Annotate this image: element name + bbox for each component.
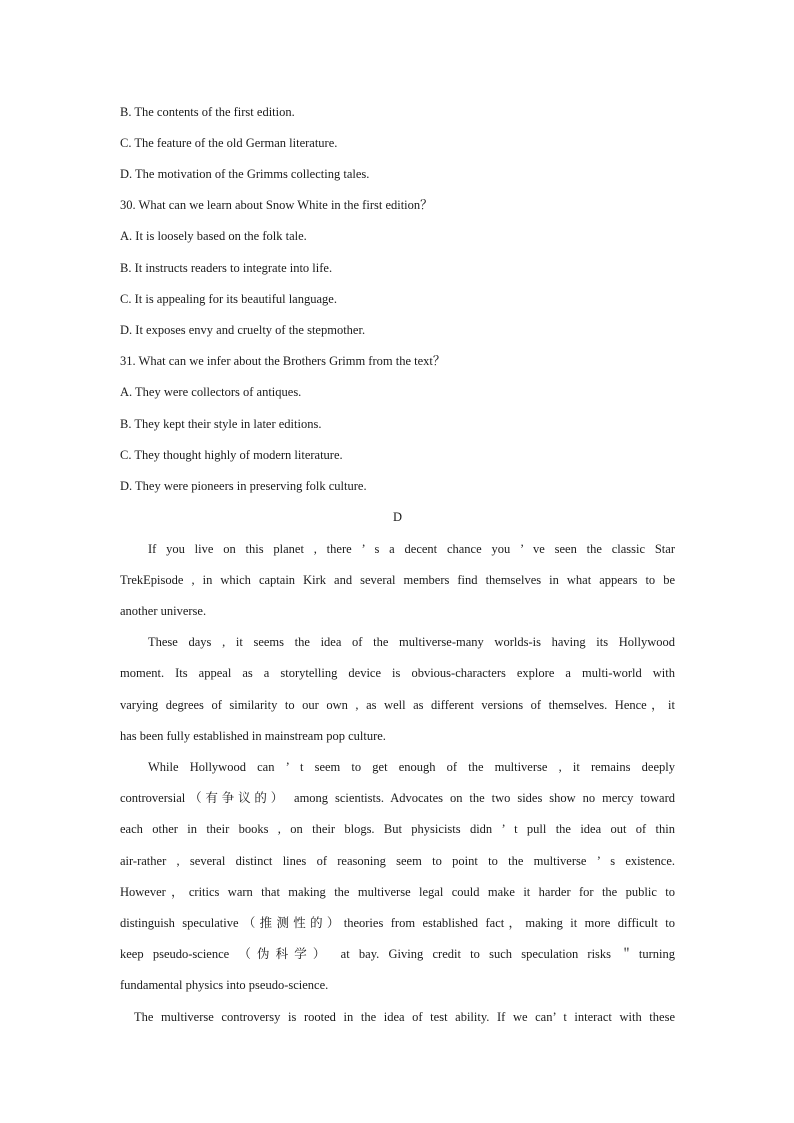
q30-stem: 30. What can we learn about Snow White in the first edition？ [120, 198, 433, 212]
passage-line: air-rather , several distinct lines of reasoning seem to point to the multiverse ’ s existence. [120, 854, 675, 868]
passage-line: However，critics warn that making the multiverse legal could make it harder for the public to [120, 885, 675, 899]
q31-option-d: D. They were pioneers in preserving folk culture. [120, 479, 367, 493]
passage-line: TrekEpisode , in which captain Kirk and several members find themselves in what appears to be [120, 573, 675, 587]
q29-option-b: B. The contents of the first edition. [120, 105, 295, 119]
q31-option-c: C. They thought highly of modern literature. [120, 448, 343, 462]
q30-option-d: D. It exposes envy and cruelty of the stepmother. [120, 323, 366, 337]
passage-line: controversial（有争议的） among scientists. Advocates on the two sides show no mercy toward [120, 791, 675, 805]
passage-line: has been fully established in mainstream pop culture. [120, 729, 386, 743]
q29-option-d: D. The motivation of the Grimms collecting tales. [120, 167, 370, 181]
q31-option-a: A. They were collectors of antiques. [120, 385, 302, 399]
passage-line: These days , it seems the idea of the multiverse-many worlds-is having its Hollywood [148, 635, 675, 649]
q30-option-a: A. It is loosely based on the folk tale. [120, 229, 307, 243]
passage-line: fundamental physics into pseudo-science. [120, 978, 329, 992]
passage-line: distinguish speculative（推测性的）theories from established fact，making it more difficult to [120, 916, 675, 930]
passage-line: While Hollywood can ’ t seem to get enough of the multiverse , it remains deeply [148, 760, 675, 774]
passage-line: If you live on this planet , there ’ s a decent chance you ’ ve seen the classic Star [148, 542, 675, 556]
passage-line: varying degrees of similarity to our own , as well as different versions of themselves. Hence，it [120, 698, 675, 712]
q31-stem: 31. What can we infer about the Brothers Grimm from the text？ [120, 354, 446, 368]
passage-line: keep pseudo-science （伪科学） at bay. Giving credit to such speculation risks ＂turning [120, 947, 675, 961]
q30-option-b: B. It instructs readers to integrate into life. [120, 261, 333, 275]
q29-option-c: C. The feature of the old German literature. [120, 136, 338, 150]
passage-line: The multiverse controversy is rooted in the idea of test ability. If we can’ t interact with these [134, 1010, 675, 1024]
passage-line: another universe. [120, 604, 207, 618]
q31-option-b: B. They kept their style in later editions. [120, 417, 322, 431]
passage-line: moment. Its appeal as a storytelling device is obvious-characters explore a multi-world with [120, 666, 675, 680]
passage-line: each other in their books , on their blogs. But physicists didn ’ t pull the idea out of thin [120, 822, 675, 836]
section-title: D [392, 510, 403, 524]
q30-option-c: C. It is appealing for its beautiful language. [120, 292, 337, 306]
